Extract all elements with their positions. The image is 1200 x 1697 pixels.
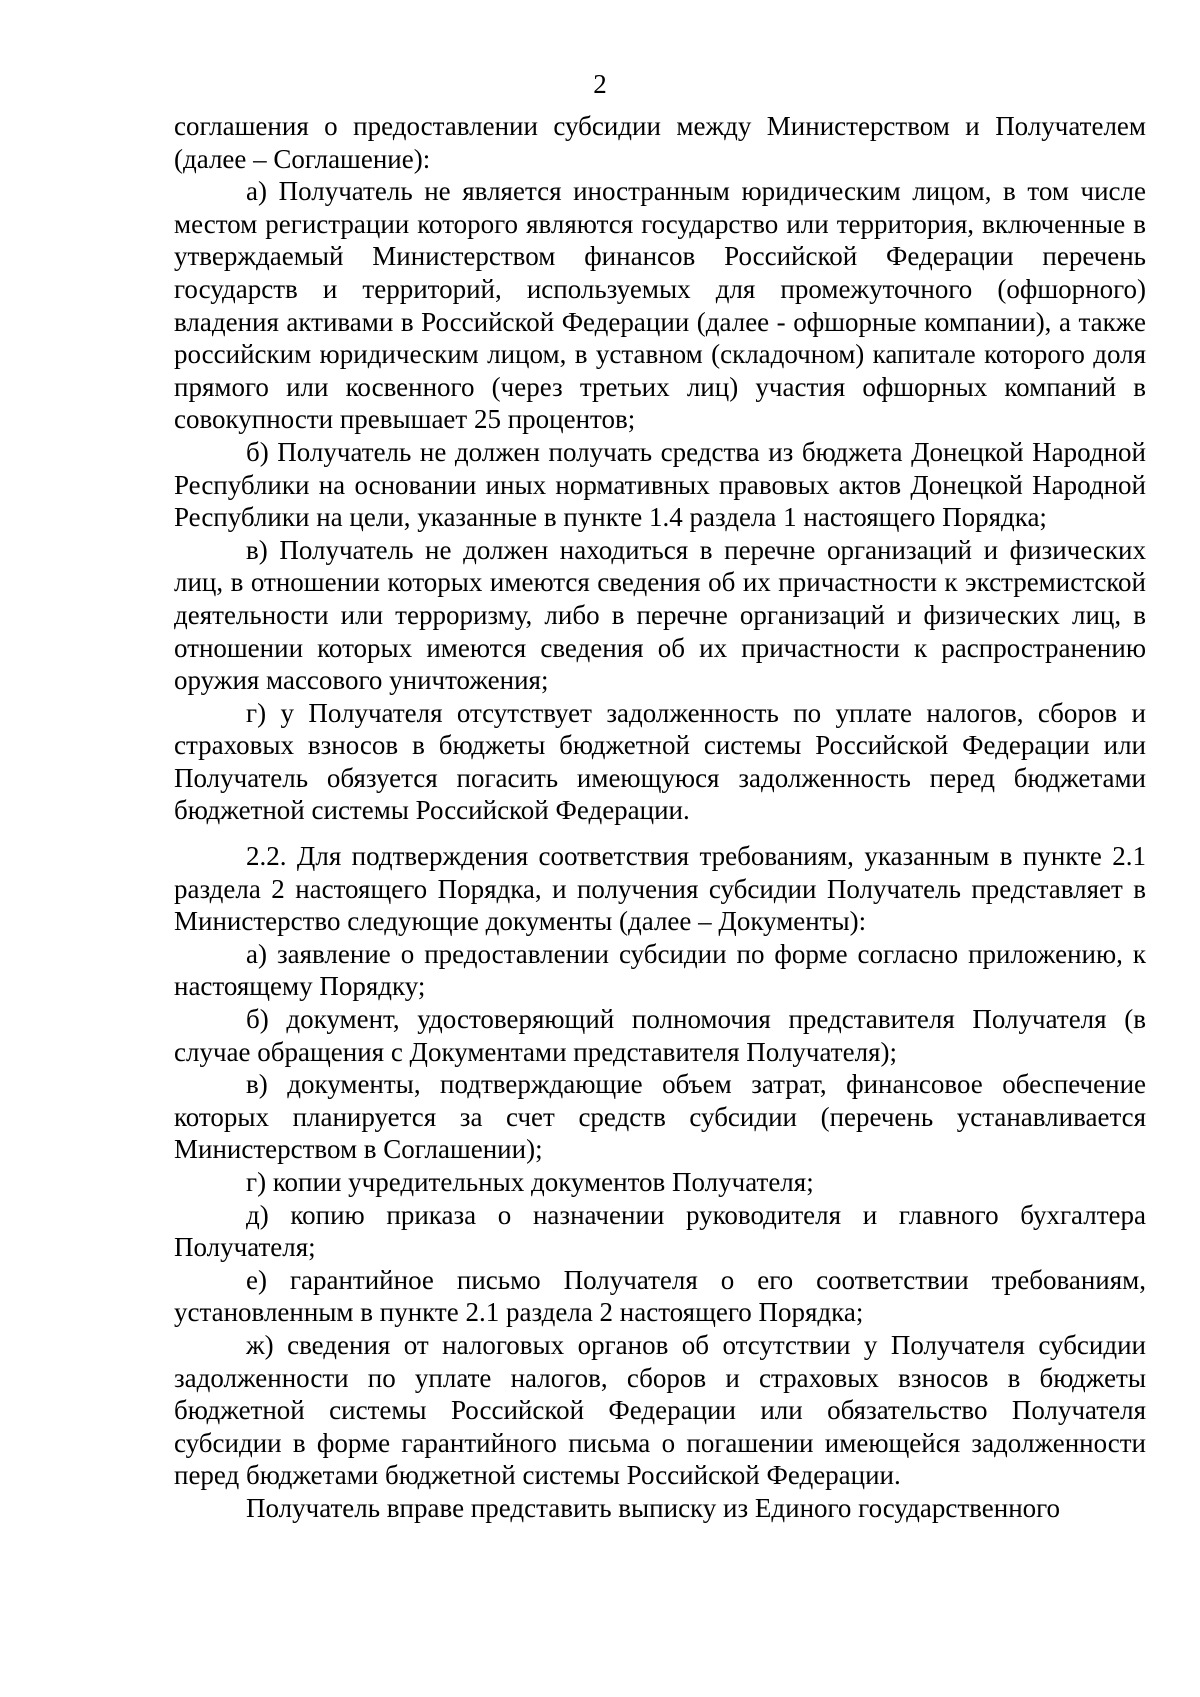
paragraph-item-a-foreign-entity: а) Получатель не является иностранным юридическим лицом, в том числе местом регистрации которого являются государство или территория, включенные в утверждаемый Министерством финансов Российской Федерации перечень государств и территорий, используемых для промежуточного (офшорного) владения активами в Российской Федерации (далее - офшорные компании), а также российским юридическим лицом, в уставном (складочном) капитале которого доля прямого или косвенного (через третьих лиц) участия офшорных компаний в совокупности превышает 25 процентов; (174, 176, 1146, 435)
paragraph-doc-d-appointment-order: д) копию приказа о назначении руководителя и главного бухгалтера Получателя; (174, 1199, 1146, 1263)
paragraph-item-v-extremism-list: в) Получатель не должен находиться в перечне организаций и физических лиц, в отношении которых имеются сведения об их причастности к экстремистской деятельности или терроризму, либо в перечне организаций и физических лиц, в отношении которых имеются сведения об их причастности к распространению оружия массового уничтожения; (174, 534, 1146, 696)
paragraph-doc-zh-tax-info: ж) сведения от налоговых органов об отсутствии у Получателя субсидии задолженности по уплате налогов, сборов и страховых взносов в бюджеты бюджетной системы Российской Федерации или обязательство Получателя субсидии в форме гарантийного письма о погашении имеющейся задолженности перед бюджетами бюджетной системы Российской Федерации. (174, 1329, 1146, 1491)
paragraph-section-2-2: 2.2. Для подтверждения соответствия требованиям, указанным в пункте 2.1 раздела 2 настоящего Порядка, и получения субсидии Получатель представляет в Министерство следующие документы (далее – Документы): (174, 841, 1146, 937)
paragraph-doc-v-costs: в) документы, подтверждающие объем затрат, финансовое обеспечение которых планируется за счет средств субсидии (перечень устанавливается Министерством в Соглашении); (174, 1069, 1146, 1165)
paragraph-item-b-budget-funds: б) Получатель не должен получать средства из бюджета Донецкой Народной Республики на основании иных нормативных правовых актов Донецкой Народной Республики на цели, указанные в пункте 1.4 раздела 1 настоящего Порядка; (174, 436, 1146, 533)
paragraph-doc-b-authority: б) документ, удостоверяющий полномочия представителя Получателя (в случае обращения с Документами представителя Получателя); (174, 1004, 1146, 1067)
paragraph-doc-a-application: а) заявление о предоставлении субсидии по форме согласно приложению, к настоящему Порядку; (174, 938, 1146, 1002)
document-body (174, 110, 1146, 1525)
paragraph-item-g-tax-debt: г) у Получателя отсутствует задолженность по уплате налогов, сборов и страховых взносов в бюджеты бюджетной системы Российской Федерации или Получатель обязуется погасить имеющуюся задолженность перед бюджетами бюджетной системы Российской Федерации. (174, 697, 1146, 826)
paragraph-registry-extract: Получатель вправе представить выписку из Единого государственного (246, 1492, 1061, 1523)
paragraph-doc-g-founding-docs: г) копии учредительных документов Получателя; (246, 1167, 814, 1197)
paragraph-doc-e-guarantee-letter: е) гарантийное письмо Получателя о его соответствии требованиям, установленным в пункте 2.1 раздела 2 настоящего Порядка; (174, 1264, 1146, 1328)
page-number: 2 (593, 69, 607, 99)
paragraph-agreement-continuation: соглашения о предоставлении субсидии между Министерством и Получателем (далее – Соглашение): (174, 111, 1146, 174)
